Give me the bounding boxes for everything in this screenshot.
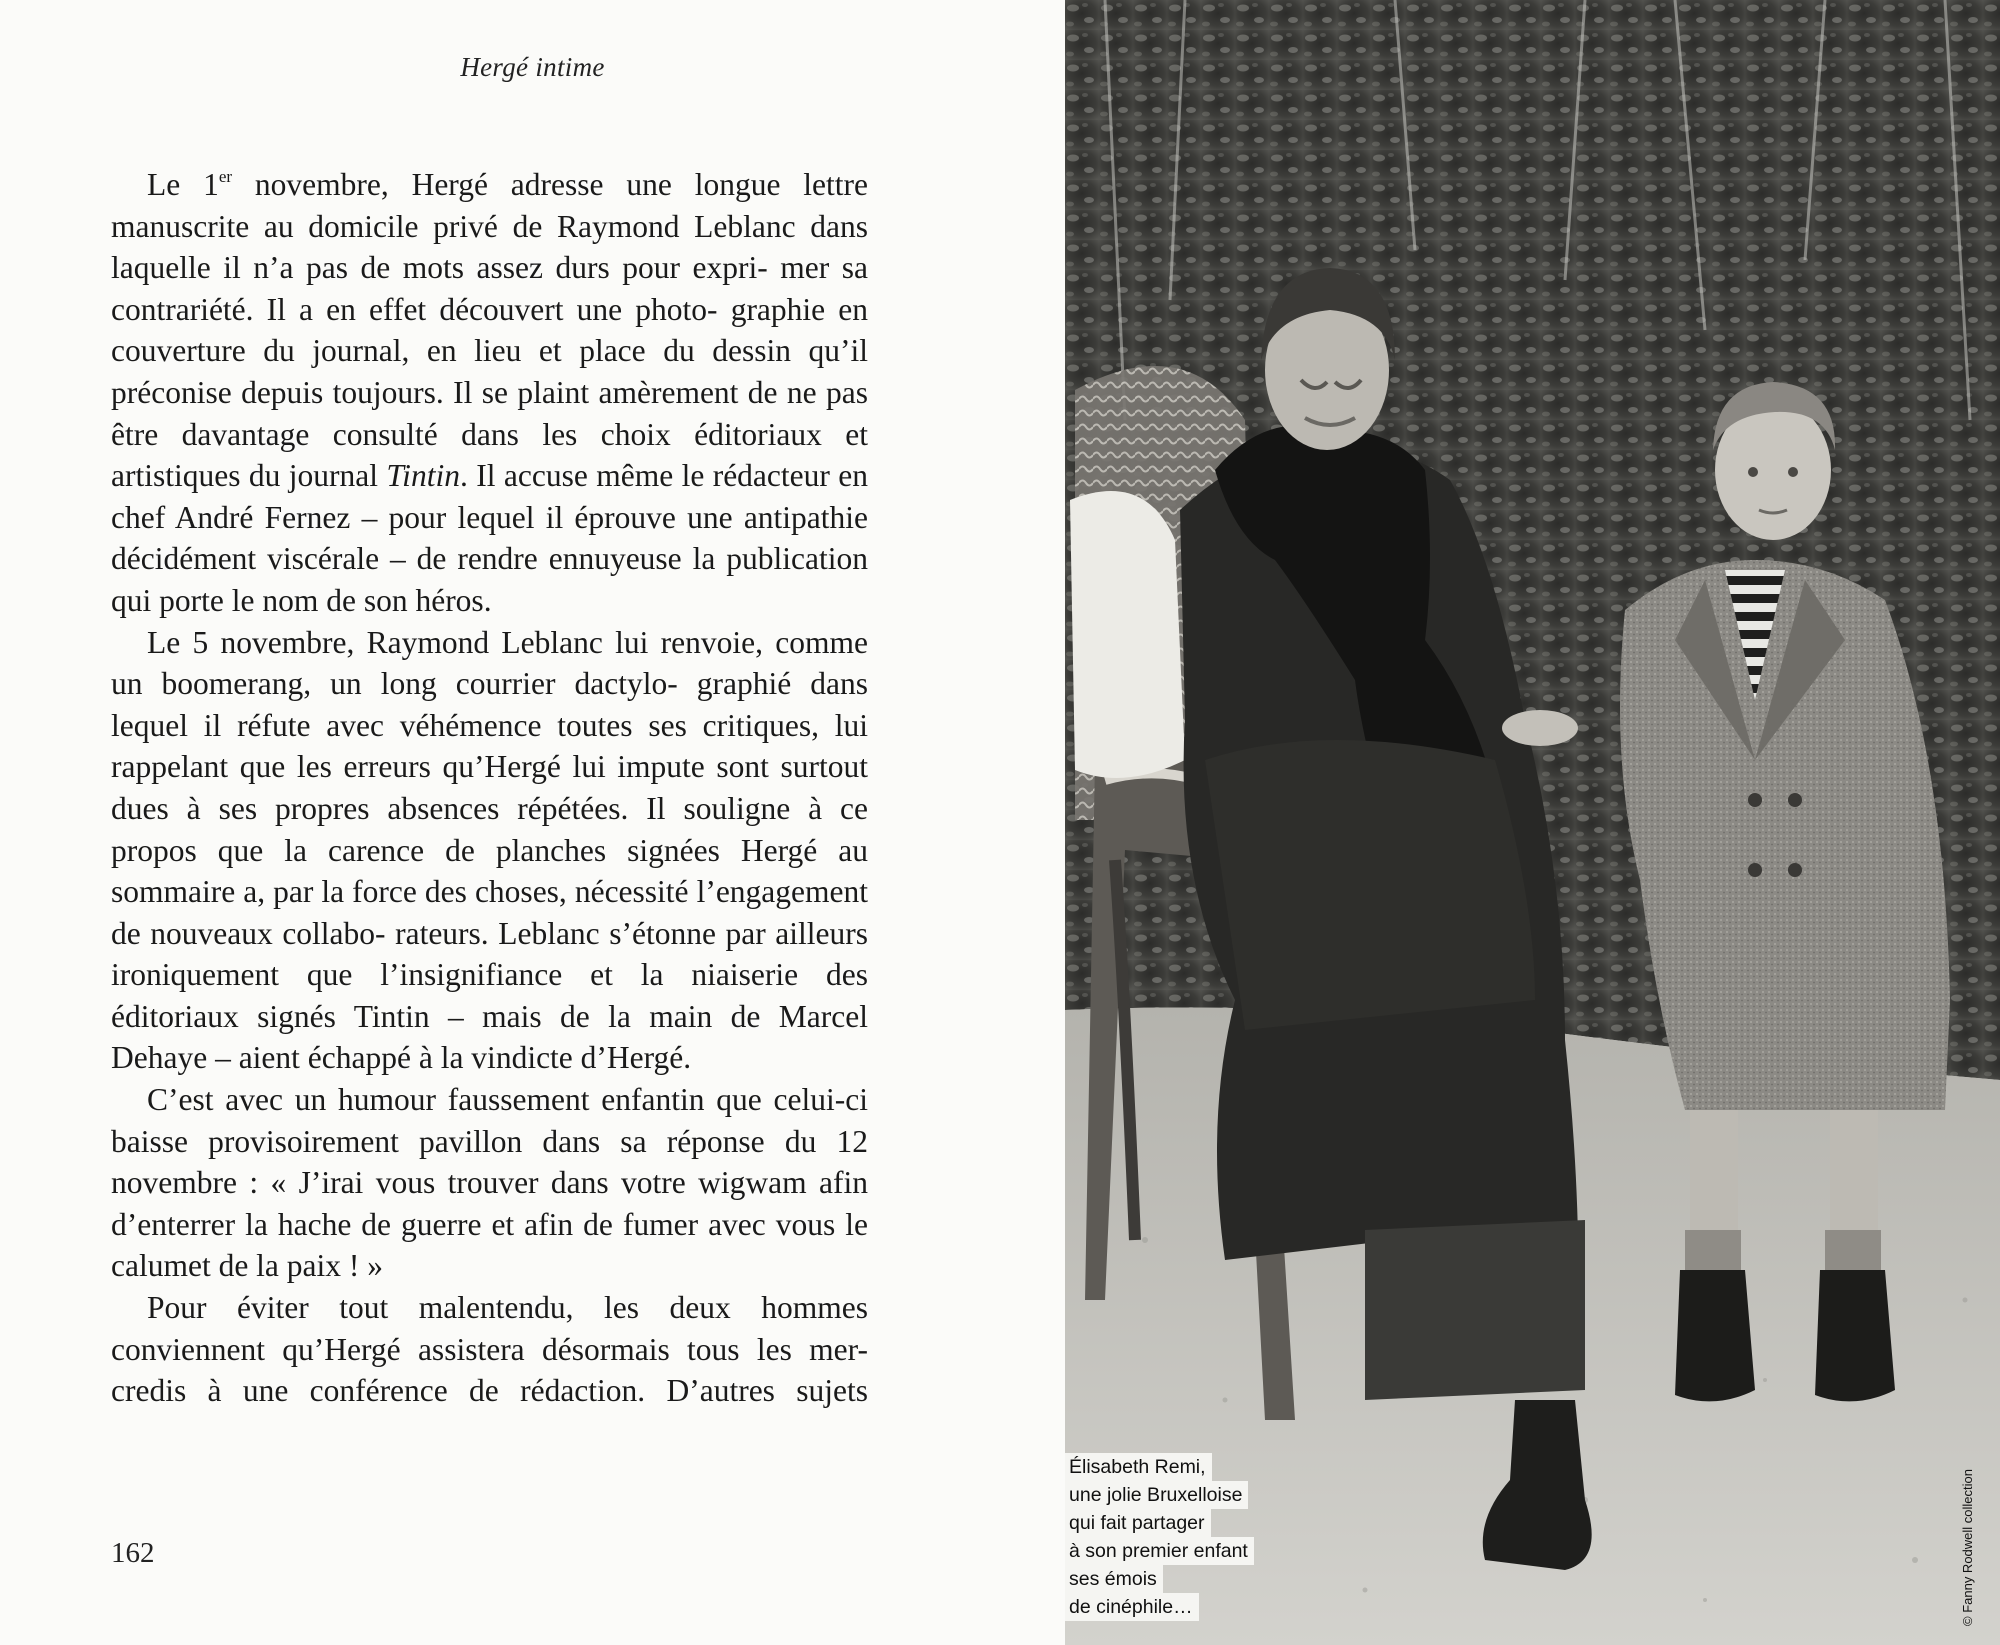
text-line: mer sa contrariété. Il a en effet découvert une photo- xyxy=(111,250,868,327)
text-line: rateurs. Leblanc s’étonne par ailleurs ironiquement xyxy=(111,915,868,993)
text-line: répétées. Il souligne à ce propos que la carence de xyxy=(111,790,868,868)
running-head: Hergé intime xyxy=(460,52,605,82)
paragraph-3 xyxy=(111,1079,868,1287)
text-line: comme un boomerang, un long courrier dactylo- xyxy=(111,624,868,702)
text-line: du 12 novembre : « J’irai vous trouver dans votre xyxy=(111,1123,869,1201)
text-line: lui impute sont surtout dues à ses propres absences xyxy=(111,749,868,826)
text-line: – pour lequel il éprouve une antipathie décidément xyxy=(111,499,869,577)
photo-caption xyxy=(1065,1453,1254,1621)
caption-line: Élisabeth Remi, xyxy=(1065,1453,1212,1481)
text-line: C’est avec un humour faussement enfantin que xyxy=(147,1082,762,1118)
text-line: porte le nom de son héros. xyxy=(159,582,492,618)
text-line: credis à une conférence de rédaction. D’autres sujets xyxy=(111,1373,868,1409)
text-line: ses critiques, lui rappelant que les erreurs qu’Hergé xyxy=(111,707,869,785)
text-line: dans laquelle il n’a pas de mots assez durs pour expri- xyxy=(111,208,869,286)
text-line: Tintin – mais de la main de Marcel Dehaye – aient xyxy=(111,998,868,1076)
photograph xyxy=(1065,0,2000,1645)
text-line: les choix éditoriaux et artistiques du journal xyxy=(111,416,868,494)
text-line: graphié dans lequel il réfute avec véhémence toutes xyxy=(111,666,868,743)
text-line: Le 1 xyxy=(147,167,219,202)
text-line: amèrement de ne pas être davantage consulté dans xyxy=(111,374,869,452)
text-line: Le 5 novembre, Raymond Leblanc lui renvoie, xyxy=(147,624,763,660)
journal-title: Tintin xyxy=(386,458,460,494)
text-line: fumer avec vous le calumet de la paix ! » xyxy=(111,1206,868,1284)
photo-credit: © Fanny Rodwell collection xyxy=(1960,1469,1975,1626)
text-line: du dessin qu’il préconise depuis toujours. Il se plaint xyxy=(111,333,869,410)
caption-line: à son premier enfant xyxy=(1065,1537,1254,1565)
text-line: celui-ci baisse provisoirement pavillon dans sa réponse xyxy=(111,1082,868,1159)
paragraph-4 xyxy=(111,1287,868,1412)
caption-line: une jolie Bruxelloise xyxy=(1065,1481,1248,1509)
body-text xyxy=(111,164,868,1412)
ordinal-superscript: er xyxy=(218,167,233,186)
text-line: que l’insignifiance et la niaiserie des éditoriaux signés xyxy=(111,957,869,1034)
text-line: wigwam afin d’enterrer la hache de guerre et afin de xyxy=(111,1165,868,1242)
caption-line: ses émois xyxy=(1065,1565,1163,1593)
text-line: . xyxy=(459,458,468,494)
text-line: choses, nécessité l’engagement de nouveaux collabo- xyxy=(111,874,868,951)
text-line: planches signées Hergé au sommaire a, par la force des xyxy=(111,832,868,910)
text-line: manuscrite au domicile privé de Raymond Leblanc xyxy=(111,208,796,244)
text-line: Pour éviter tout malentendu, les deux hommes xyxy=(147,1290,868,1326)
text-line: novembre, Hergé adresse une longue lettre xyxy=(232,167,868,202)
caption-line: de cinéphile… xyxy=(1065,1593,1199,1621)
paragraph-1 xyxy=(111,164,868,622)
text-line: Il accuse même le rédacteur en chef André Fernez xyxy=(111,458,869,535)
caption-line: qui fait partager xyxy=(1065,1509,1211,1537)
text-line: graphie en couverture du journal, en lieu et place xyxy=(111,291,869,369)
photo-illustration xyxy=(1065,0,2000,1645)
paragraph-2 xyxy=(111,622,868,1080)
text-line: viscérale – de rendre ennuyeuse la publication qui xyxy=(111,541,868,618)
text-line: échappé à la vindicte d’Hergé. xyxy=(307,1040,692,1076)
page-number: 162 xyxy=(111,1537,155,1569)
text-line: conviennent qu’Hergé assistera désormais tous les mer- xyxy=(111,1331,868,1367)
